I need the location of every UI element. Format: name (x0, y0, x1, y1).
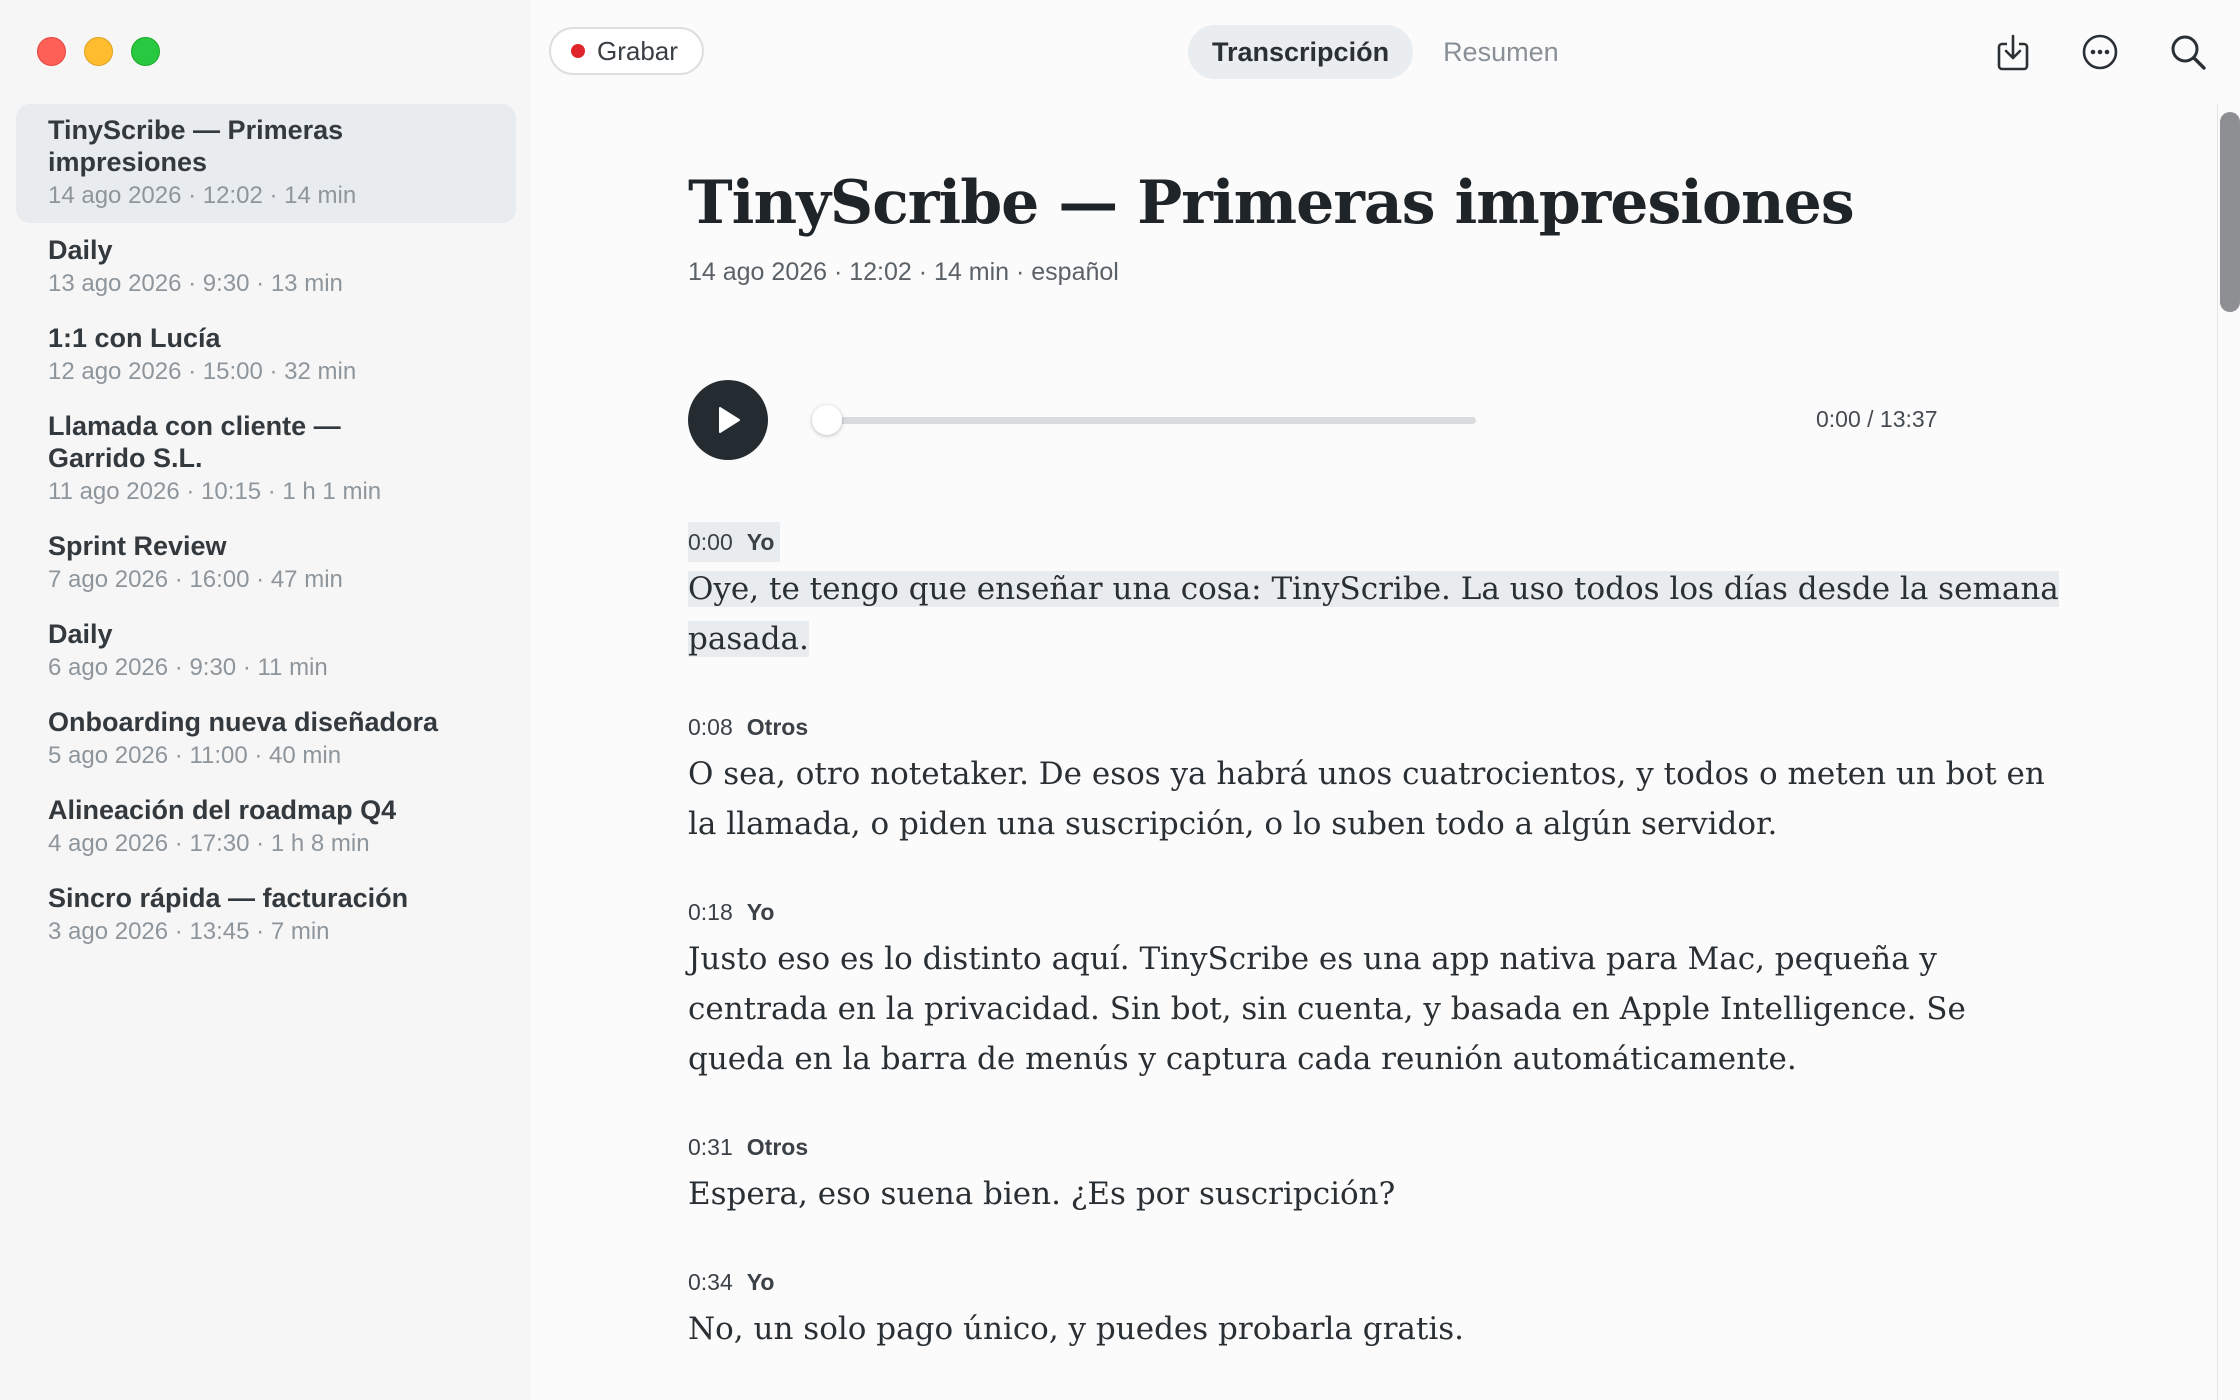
recording-item[interactable] (16, 695, 516, 783)
recording-meta: 12 ago 2026 · 15:00 · 32 min (48, 358, 357, 385)
recording-meta: 11 ago 2026 · 10:15 · 1 h 1 min (48, 478, 382, 505)
recording-title: Sprint Review (48, 531, 227, 561)
recording-title: Alineación del roadmap Q4 (48, 795, 397, 825)
transcript-segment[interactable] (688, 892, 2068, 1084)
segment-speaker: Otros (746, 1133, 809, 1160)
tab-transcription[interactable]: Transcripción (1188, 25, 1413, 79)
segment-speaker: Yo (746, 1268, 775, 1295)
record-button[interactable] (549, 27, 704, 75)
recording-title: TinyScribe — Primeras impresiones (48, 115, 344, 177)
record-label: Grabar (597, 35, 678, 66)
transcript-segment[interactable] (688, 522, 2068, 664)
recording-meta: 7 ago 2026 · 16:00 · 47 min (48, 566, 343, 593)
segment-speaker: Yo (746, 528, 775, 555)
close-window-button[interactable] (37, 37, 66, 66)
segment-timestamp[interactable]: 0:18 (688, 898, 733, 925)
recording-meta: 4 ago 2026 · 17:30 · 1 h 8 min (48, 830, 370, 857)
tab-summary[interactable]: Resumen (1443, 36, 1559, 67)
recording-item[interactable] (16, 399, 516, 519)
more-icon[interactable] (2078, 30, 2122, 74)
segment-header (688, 1127, 2068, 1167)
segment-speaker: Otros (746, 713, 809, 740)
window-controls (37, 37, 160, 66)
transcript-scrollbar[interactable] (2214, 104, 2240, 1400)
segment-header (688, 707, 2068, 747)
segment-header (688, 892, 2068, 932)
recording-item[interactable] (16, 607, 516, 695)
scrollbar-thumb[interactable] (2220, 112, 2240, 312)
export-icon[interactable] (1991, 30, 2035, 74)
recording-item[interactable] (16, 519, 516, 607)
view-tabs (1188, 25, 1583, 79)
scrollbar-track (2217, 104, 2218, 1400)
recording-item[interactable] (16, 104, 516, 223)
segment-text: Justo eso es lo distinto aquí. TinyScribe es una app nativa para Mac, pequeña y centrada en la privacidad. Sin bot, sin cuenta, y basada en Apple Intelligence. Se queda en la barra de menús y captura cada reunión automáticamente. (688, 941, 1966, 1077)
recording-title: Daily (48, 619, 113, 649)
maximize-window-button[interactable] (131, 37, 160, 66)
recording-title: 1:1 con Lucía (48, 323, 221, 353)
segment-timestamp[interactable]: 0:31 (688, 1133, 733, 1160)
recording-item[interactable] (16, 783, 516, 871)
recording-item[interactable] (16, 311, 516, 399)
sidebar (0, 0, 530, 1400)
recording-meta: 5 ago 2026 · 11:00 · 40 min (48, 742, 342, 769)
scrubber-handle[interactable] (812, 405, 842, 435)
segment-text-content: Oye, te tengo que enseñar una cosa: TinyScribe. La uso todos los días desde la semana pasada. (688, 571, 2059, 657)
playback-scrubber[interactable] (812, 417, 1476, 424)
recording-title: Llamada con cliente — Garrido S.L. (48, 411, 341, 473)
recording-meta: 13 ago 2026 · 9:30 · 13 min (48, 270, 343, 297)
segment-speaker: Yo (746, 898, 775, 925)
transcript-segment[interactable] (688, 707, 2068, 849)
minimize-window-button[interactable] (84, 37, 113, 66)
segment-timestamp[interactable]: 0:00 (688, 528, 733, 555)
page-title: TinyScribe — Primeras impresiones (688, 168, 1854, 238)
segment-text: No, un solo pago único, y puedes probarla gratis. (688, 1311, 1465, 1347)
segment-header (688, 1262, 2068, 1302)
recording-meta: 14 ago 2026 · 12:02 · 14 min (48, 182, 357, 209)
segment-text: Espera, eso suena bien. ¿Es por suscripción? (688, 1176, 1396, 1212)
transcript-segment[interactable] (688, 1262, 2068, 1354)
recording-item[interactable] (16, 871, 516, 959)
transcript-segment[interactable] (688, 1127, 2068, 1219)
recording-item[interactable] (16, 223, 516, 311)
recording-title: Daily (48, 235, 113, 265)
recording-title: Sincro rápida — facturación (48, 883, 409, 913)
recording-meta: 6 ago 2026 · 9:30 · 11 min (48, 654, 328, 681)
play-icon (714, 405, 742, 435)
record-dot-icon (571, 44, 585, 58)
segment-timestamp[interactable]: 0:34 (688, 1268, 733, 1295)
search-icon[interactable] (2166, 30, 2210, 74)
segment-text: O sea, otro notetaker. De esos ya habrá unos cuatrocientos, y todos o meten un bot en la llamada, o piden una suscripción, o lo suben todo a algún servidor. (688, 756, 2045, 842)
recording-meta: 3 ago 2026 · 13:45 · 7 min (48, 918, 330, 945)
audio-player (688, 380, 1948, 460)
segment-timestamp[interactable]: 0:08 (688, 713, 733, 740)
recording-title: Onboarding nueva diseñadora (48, 707, 439, 737)
recordings-list (16, 104, 516, 959)
recording-details: 14 ago 2026 · 12:02 · 14 min · español (688, 258, 1119, 286)
segment-text (688, 564, 2068, 664)
transcript-segments (688, 522, 2068, 1397)
time-readout: 0:00 / 13:37 (1816, 406, 1938, 432)
segment-header (688, 522, 780, 562)
play-button[interactable] (688, 380, 768, 460)
